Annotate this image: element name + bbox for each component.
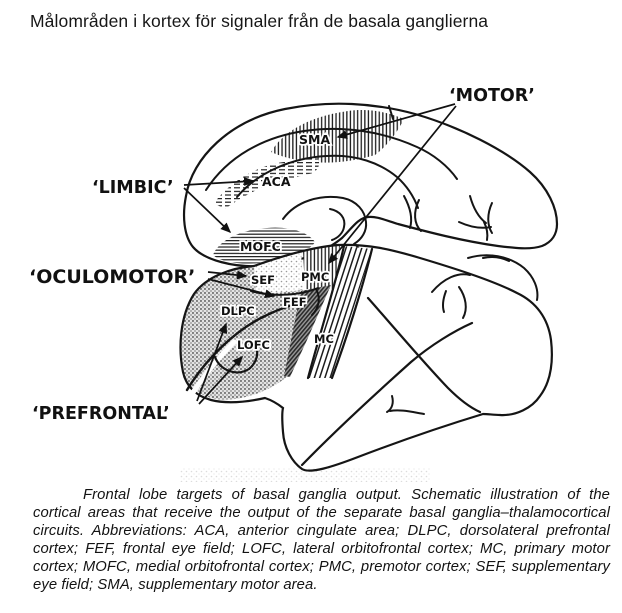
label-sef: SEF: [251, 273, 275, 287]
figure-caption: [33, 486, 610, 594]
temporal-sulci: [387, 396, 424, 414]
corpus-callosum-hook: [330, 209, 344, 240]
label-pmc: PMC: [301, 270, 330, 284]
label-mofc: MOFC: [240, 239, 281, 254]
label-fef: FEF: [283, 295, 307, 309]
brain-figure: [0, 55, 622, 485]
medial-posterior-sulci: [404, 196, 492, 240]
label-oculomotor: ‘OCULOMOTOR’: [29, 266, 196, 288]
page-title: Målområden i kortex för signaler från de basala ganglierna: [30, 11, 489, 31]
parietal-sulci: [432, 255, 537, 318]
label-limbic: ‘LIMBIC’: [92, 178, 174, 198]
basal-ganglia-targets-diagram: [0, 55, 622, 485]
label-aca: ACA: [262, 174, 291, 189]
caption-lead: Frontal lobe targets of basal ganglia output.: [83, 487, 403, 503]
label-prefrontal: ‘PREFRONTAL’: [32, 404, 170, 424]
label-mc: MC: [314, 332, 334, 346]
label-dlpc: DLPC: [221, 304, 255, 318]
label-motor: ‘MOTOR’: [449, 86, 535, 106]
label-sma: SMA: [299, 132, 331, 147]
caption-body: Schematic illustration of the cortical areas that receive the output of the separate basal ganglia–thalamocortical circuits. Abbreviations: ACA, anterior cingulate area; DLPC, dorsolateral prefrontal cortex; FEF, frontal eye field; LOFC, lateral orbitofrontal cortex; MC, primary motor cortex; MOFC, medial orbitofrontal cortex; PMC, premotor cortex; SEF, supplementary eye field; SMA, supplementary motor area.: [33, 487, 610, 593]
label-lofc: LOFC: [237, 338, 270, 352]
superior-temporal-sulcus: [368, 298, 480, 412]
